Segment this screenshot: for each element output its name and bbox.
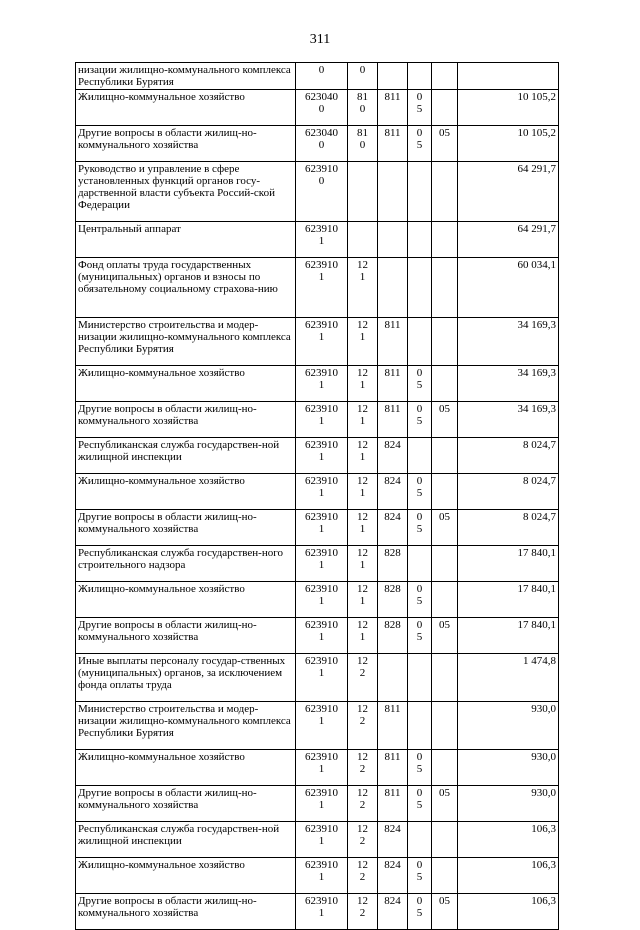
row-name-cell: Другие вопросы в области жилищ-но-коммунального хозяйства xyxy=(76,618,296,654)
row-expense-type-cell xyxy=(348,786,378,822)
row-target-article-cell xyxy=(296,474,348,510)
row-sum-cell: 930,0 xyxy=(458,750,559,786)
row-subsection-cell xyxy=(432,90,458,126)
expense-type-part: 12 xyxy=(357,823,368,835)
row-name-cell: Фонд оплаты труда государственных (муниципальных) органов и взносы по обязательному социальному страхова-нию xyxy=(76,258,296,318)
expense-type-part: 2 xyxy=(359,667,366,679)
row-target-article-cell xyxy=(296,438,348,474)
expense-type-part: 0 xyxy=(359,103,366,115)
row-grbs-cell: 811 xyxy=(378,90,408,126)
target-article-part: 623910 xyxy=(305,511,338,523)
target-article-part: 623910 xyxy=(305,547,338,559)
section-part: 0 xyxy=(416,91,423,103)
expense-type-part: 1 xyxy=(359,631,366,643)
table-row xyxy=(76,822,559,858)
section-part: 0 xyxy=(416,511,423,523)
target-article-part: 623040 xyxy=(305,127,338,139)
row-section-cell xyxy=(408,63,432,90)
section-part: 0 xyxy=(416,895,423,907)
row-target-article-cell xyxy=(296,366,348,402)
section-part: 5 xyxy=(416,523,423,535)
row-subsection-cell xyxy=(432,318,458,366)
budget-table xyxy=(75,62,559,930)
row-expense-type-cell xyxy=(348,474,378,510)
table-row xyxy=(76,366,559,402)
expense-type-part: 1 xyxy=(359,487,366,499)
target-article-part: 623910 xyxy=(305,319,338,331)
table-row xyxy=(76,222,559,258)
row-expense-type-cell xyxy=(348,63,378,90)
row-grbs-cell xyxy=(378,258,408,318)
row-subsection-cell xyxy=(432,546,458,582)
target-article-part: 1 xyxy=(318,523,325,535)
target-article-part: 1 xyxy=(318,595,325,607)
row-expense-type-cell xyxy=(348,90,378,126)
table-row xyxy=(76,438,559,474)
target-article-part: 623910 xyxy=(305,619,338,631)
row-name-cell: Другие вопросы в области жилищ-но-коммунального хозяйства xyxy=(76,786,296,822)
row-sum-cell: 8 024,7 xyxy=(458,474,559,510)
target-article-part: 1 xyxy=(318,871,325,883)
row-name-cell: Другие вопросы в области жилищ-но-коммунального хозяйства xyxy=(76,126,296,162)
row-grbs-cell: 828 xyxy=(378,618,408,654)
row-section-cell xyxy=(408,654,432,702)
target-article-part: 1 xyxy=(318,559,325,571)
expense-type-part: 12 xyxy=(357,787,368,799)
table-row xyxy=(76,702,559,750)
row-expense-type-cell xyxy=(348,582,378,618)
section-part: 0 xyxy=(416,859,423,871)
row-grbs-cell xyxy=(378,222,408,258)
section-part: 0 xyxy=(416,751,423,763)
row-section-cell xyxy=(408,858,432,894)
target-article-part: 623910 xyxy=(305,895,338,907)
row-name-cell: Республиканская служба государствен-ного строительного надзора xyxy=(76,546,296,582)
row-grbs-cell: 811 xyxy=(378,318,408,366)
row-expense-type-cell xyxy=(348,162,378,222)
expense-type-part: 2 xyxy=(359,799,366,811)
row-sum-cell: 106,3 xyxy=(458,894,559,930)
target-article-part: 623040 xyxy=(305,91,338,103)
table-row xyxy=(76,546,559,582)
row-section-cell xyxy=(408,894,432,930)
row-name-cell: Жилищно-коммунальное хозяйство xyxy=(76,750,296,786)
section-part: 5 xyxy=(416,595,423,607)
row-sum-cell: 8 024,7 xyxy=(458,510,559,546)
row-sum-cell: 34 169,3 xyxy=(458,366,559,402)
table-row xyxy=(76,786,559,822)
expense-type-part: 1 xyxy=(359,415,366,427)
table-row xyxy=(76,582,559,618)
table-row xyxy=(76,90,559,126)
expense-type-part: 12 xyxy=(357,367,368,379)
expense-type-part: 81 xyxy=(357,91,368,103)
target-article-part: 1 xyxy=(318,235,325,247)
target-article-part: 1 xyxy=(318,631,325,643)
row-subsection-cell xyxy=(432,366,458,402)
table-row xyxy=(76,63,559,90)
row-name-cell: Жилищно-коммунальное хозяйство xyxy=(76,474,296,510)
row-subsection-cell xyxy=(432,162,458,222)
row-section-cell xyxy=(408,438,432,474)
row-grbs-cell: 824 xyxy=(378,822,408,858)
target-article-part: 623910 xyxy=(305,163,338,175)
table-row xyxy=(76,162,559,222)
row-grbs-cell: 811 xyxy=(378,366,408,402)
row-section-cell xyxy=(408,474,432,510)
row-grbs-cell: 824 xyxy=(378,858,408,894)
row-expense-type-cell xyxy=(348,822,378,858)
table-row xyxy=(76,654,559,702)
expense-type-part: 12 xyxy=(357,655,368,667)
row-name-cell: Республиканская служба государствен-ной жилищной инспекции xyxy=(76,822,296,858)
row-expense-type-cell xyxy=(348,654,378,702)
row-expense-type-cell xyxy=(348,222,378,258)
expense-type-part: 12 xyxy=(357,319,368,331)
expense-type-part: 12 xyxy=(357,751,368,763)
expense-type-part: 2 xyxy=(359,835,366,847)
target-article-part: 623910 xyxy=(305,859,338,871)
row-section-cell xyxy=(408,822,432,858)
row-sum-cell: 10 105,2 xyxy=(458,90,559,126)
row-name-cell: низации жилищно-коммунального комплекса Республики Бурятия xyxy=(76,63,296,90)
row-expense-type-cell xyxy=(348,702,378,750)
target-article-part: 1 xyxy=(318,415,325,427)
row-subsection-cell xyxy=(432,582,458,618)
row-section-cell xyxy=(408,162,432,222)
target-article-part: 623910 xyxy=(305,787,338,799)
row-section-cell xyxy=(408,318,432,366)
row-subsection-cell: 05 xyxy=(432,894,458,930)
row-expense-type-cell xyxy=(348,402,378,438)
row-sum-cell: 106,3 xyxy=(458,822,559,858)
row-name-cell: Руководство и управление в сфере установленных функций органов госу-дарственной власти субъекта Россий-ской Федерации xyxy=(76,162,296,222)
row-target-article-cell xyxy=(296,858,348,894)
row-subsection-cell xyxy=(432,438,458,474)
section-part: 5 xyxy=(416,139,423,151)
section-part: 5 xyxy=(416,379,423,391)
target-article-part: 623910 xyxy=(305,403,338,415)
target-article-part: 1 xyxy=(318,487,325,499)
row-target-article-cell xyxy=(296,786,348,822)
table-row xyxy=(76,318,559,366)
row-target-article-cell xyxy=(296,894,348,930)
row-expense-type-cell xyxy=(348,858,378,894)
row-subsection-cell xyxy=(432,702,458,750)
row-section-cell xyxy=(408,618,432,654)
expense-type-part: 12 xyxy=(357,439,368,451)
row-section-cell xyxy=(408,582,432,618)
row-name-cell: Другие вопросы в области жилищ-но-коммунального хозяйства xyxy=(76,894,296,930)
expense-type-part: 0 xyxy=(359,139,366,151)
row-section-cell xyxy=(408,546,432,582)
row-grbs-cell: 811 xyxy=(378,702,408,750)
row-grbs-cell: 828 xyxy=(378,546,408,582)
row-subsection-cell: 05 xyxy=(432,402,458,438)
row-section-cell xyxy=(408,510,432,546)
row-subsection-cell xyxy=(432,654,458,702)
row-expense-type-cell xyxy=(348,126,378,162)
row-sum-cell: 34 169,3 xyxy=(458,402,559,438)
expense-type-part: 12 xyxy=(357,547,368,559)
row-name-cell: Другие вопросы в области жилищ-но-коммунального хозяйства xyxy=(76,402,296,438)
target-article-part: 0 xyxy=(318,139,325,151)
target-article-part: 1 xyxy=(318,667,325,679)
row-subsection-cell: 05 xyxy=(432,510,458,546)
row-sum-cell: 64 291,7 xyxy=(458,222,559,258)
row-grbs-cell xyxy=(378,63,408,90)
section-part: 5 xyxy=(416,871,423,883)
section-part: 0 xyxy=(416,127,423,139)
row-sum-cell: 17 840,1 xyxy=(458,546,559,582)
row-target-article-cell xyxy=(296,702,348,750)
row-grbs-cell xyxy=(378,654,408,702)
section-part: 5 xyxy=(416,487,423,499)
expense-type-part: 1 xyxy=(359,595,366,607)
target-article-part: 1 xyxy=(318,715,325,727)
row-grbs-cell xyxy=(378,162,408,222)
table-body xyxy=(76,63,559,930)
target-article-part: 623910 xyxy=(305,223,338,235)
row-target-article-cell xyxy=(296,162,348,222)
section-part: 0 xyxy=(416,475,423,487)
target-article-part: 1 xyxy=(318,451,325,463)
row-subsection-cell xyxy=(432,858,458,894)
target-article-part: 1 xyxy=(318,907,325,919)
table-row xyxy=(76,474,559,510)
row-name-cell: Жилищно-коммунальное хозяйство xyxy=(76,582,296,618)
row-section-cell xyxy=(408,750,432,786)
row-target-article-cell xyxy=(296,318,348,366)
expense-type-part: 12 xyxy=(357,859,368,871)
expense-type-part: 12 xyxy=(357,619,368,631)
target-article-part: 1 xyxy=(318,835,325,847)
row-sum-cell: 8 024,7 xyxy=(458,438,559,474)
expense-type-part: 12 xyxy=(357,259,368,271)
row-grbs-cell: 811 xyxy=(378,402,408,438)
row-subsection-cell: 05 xyxy=(432,126,458,162)
row-expense-type-cell xyxy=(348,546,378,582)
target-article-part: 623910 xyxy=(305,475,338,487)
expense-type-part: 12 xyxy=(357,511,368,523)
row-target-article-cell xyxy=(296,63,348,90)
row-target-article-cell xyxy=(296,222,348,258)
section-part: 5 xyxy=(416,907,423,919)
row-subsection-cell xyxy=(432,63,458,90)
row-sum-cell xyxy=(458,63,559,90)
expense-type-part: 12 xyxy=(357,703,368,715)
row-sum-cell: 106,3 xyxy=(458,858,559,894)
row-name-cell: Другие вопросы в области жилищ-но-коммунального хозяйства xyxy=(76,510,296,546)
row-target-article-cell xyxy=(296,126,348,162)
row-target-article-cell xyxy=(296,546,348,582)
target-article-part: 1 xyxy=(318,271,325,283)
row-expense-type-cell xyxy=(348,750,378,786)
expense-type-part: 12 xyxy=(357,583,368,595)
row-section-cell xyxy=(408,90,432,126)
row-name-cell: Жилищно-коммунальное хозяйство xyxy=(76,90,296,126)
expense-type-part: 1 xyxy=(359,559,366,571)
row-section-cell xyxy=(408,222,432,258)
target-article-part: 1 xyxy=(318,799,325,811)
row-section-cell xyxy=(408,702,432,750)
row-expense-type-cell xyxy=(348,438,378,474)
row-target-article-cell xyxy=(296,654,348,702)
expense-type-part: 1 xyxy=(359,331,366,343)
section-part: 0 xyxy=(416,403,423,415)
row-subsection-cell xyxy=(432,822,458,858)
row-subsection-cell: 05 xyxy=(432,786,458,822)
row-section-cell xyxy=(408,258,432,318)
expense-type-part: 2 xyxy=(359,763,366,775)
section-part: 0 xyxy=(416,619,423,631)
row-grbs-cell: 824 xyxy=(378,510,408,546)
row-name-cell: Жилищно-коммунальное хозяйство xyxy=(76,858,296,894)
row-target-article-cell xyxy=(296,90,348,126)
target-article-part: 623910 xyxy=(305,751,338,763)
row-name-cell: Республиканская служба государствен-ной жилищной инспекции xyxy=(76,438,296,474)
row-target-article-cell xyxy=(296,582,348,618)
row-subsection-cell xyxy=(432,474,458,510)
row-grbs-cell: 824 xyxy=(378,438,408,474)
row-subsection-cell xyxy=(432,750,458,786)
row-expense-type-cell xyxy=(348,894,378,930)
row-grbs-cell: 824 xyxy=(378,894,408,930)
row-section-cell xyxy=(408,366,432,402)
expense-type-part: 1 xyxy=(359,379,366,391)
table-row xyxy=(76,402,559,438)
expense-type-part: 2 xyxy=(359,907,366,919)
target-article-part: 1 xyxy=(318,331,325,343)
table-row xyxy=(76,126,559,162)
target-article-part: 0 xyxy=(318,175,325,187)
row-section-cell xyxy=(408,786,432,822)
table-row xyxy=(76,858,559,894)
target-article-part: 623910 xyxy=(305,655,338,667)
row-target-article-cell xyxy=(296,510,348,546)
expense-type-part: 12 xyxy=(357,895,368,907)
expense-type-part: 1 xyxy=(359,523,366,535)
row-target-article-cell xyxy=(296,750,348,786)
target-article-part: 623910 xyxy=(305,823,338,835)
row-sum-cell: 34 169,3 xyxy=(458,318,559,366)
row-sum-cell: 930,0 xyxy=(458,702,559,750)
row-target-article-cell xyxy=(296,822,348,858)
target-article-part: 1 xyxy=(318,763,325,775)
target-article-part: 0 xyxy=(318,103,325,115)
row-target-article-cell xyxy=(296,258,348,318)
table-row xyxy=(76,750,559,786)
section-part: 0 xyxy=(416,583,423,595)
expense-type-part: 2 xyxy=(359,871,366,883)
table-row xyxy=(76,258,559,318)
expense-type-part: 0 xyxy=(359,64,366,76)
target-article-part: 1 xyxy=(318,379,325,391)
row-expense-type-cell xyxy=(348,510,378,546)
row-sum-cell: 17 840,1 xyxy=(458,618,559,654)
expense-type-part: 1 xyxy=(359,451,366,463)
table-row xyxy=(76,510,559,546)
section-part: 5 xyxy=(416,103,423,115)
row-section-cell xyxy=(408,402,432,438)
target-article-part: 623910 xyxy=(305,439,338,451)
row-target-article-cell xyxy=(296,402,348,438)
row-sum-cell: 60 034,1 xyxy=(458,258,559,318)
row-section-cell xyxy=(408,126,432,162)
section-part: 0 xyxy=(416,367,423,379)
row-name-cell: Центральный аппарат xyxy=(76,222,296,258)
row-name-cell: Министерство строительства и модер-низации жилищно-коммунального комплекса Республики Бурятия xyxy=(76,318,296,366)
target-article-part: 623910 xyxy=(305,259,338,271)
section-part: 5 xyxy=(416,799,423,811)
target-article-part: 623910 xyxy=(305,583,338,595)
section-part: 5 xyxy=(416,415,423,427)
expense-type-part: 12 xyxy=(357,403,368,415)
page-number: 311 xyxy=(309,32,331,47)
row-name-cell: Иные выплаты персоналу государ-ственных (муниципальных) органов, за исключением фонда оплаты труда xyxy=(76,654,296,702)
table-row xyxy=(76,894,559,930)
expense-type-part: 81 xyxy=(357,127,368,139)
target-article-part: 0 xyxy=(318,64,325,76)
row-expense-type-cell xyxy=(348,258,378,318)
row-name-cell: Министерство строительства и модер-низации жилищно-коммунального комплекса Республики Бурятия xyxy=(76,702,296,750)
target-article-part: 623910 xyxy=(305,367,338,379)
row-subsection-cell xyxy=(432,258,458,318)
row-grbs-cell: 811 xyxy=(378,786,408,822)
section-part: 5 xyxy=(416,631,423,643)
row-grbs-cell: 828 xyxy=(378,582,408,618)
section-part: 5 xyxy=(416,763,423,775)
row-expense-type-cell xyxy=(348,618,378,654)
row-target-article-cell xyxy=(296,618,348,654)
row-grbs-cell: 824 xyxy=(378,474,408,510)
expense-type-part: 2 xyxy=(359,715,366,727)
row-grbs-cell: 811 xyxy=(378,126,408,162)
table-row xyxy=(76,618,559,654)
row-expense-type-cell xyxy=(348,318,378,366)
target-article-part: 623910 xyxy=(305,703,338,715)
row-expense-type-cell xyxy=(348,366,378,402)
row-name-cell: Жилищно-коммунальное хозяйство xyxy=(76,366,296,402)
expense-type-part: 1 xyxy=(359,271,366,283)
expense-type-part: 12 xyxy=(357,475,368,487)
row-sum-cell: 930,0 xyxy=(458,786,559,822)
row-subsection-cell: 05 xyxy=(432,618,458,654)
row-sum-cell: 64 291,7 xyxy=(458,162,559,222)
row-sum-cell: 17 840,1 xyxy=(458,582,559,618)
row-sum-cell: 1 474,8 xyxy=(458,654,559,702)
row-grbs-cell: 811 xyxy=(378,750,408,786)
section-part: 0 xyxy=(416,787,423,799)
row-sum-cell: 10 105,2 xyxy=(458,126,559,162)
row-subsection-cell xyxy=(432,222,458,258)
